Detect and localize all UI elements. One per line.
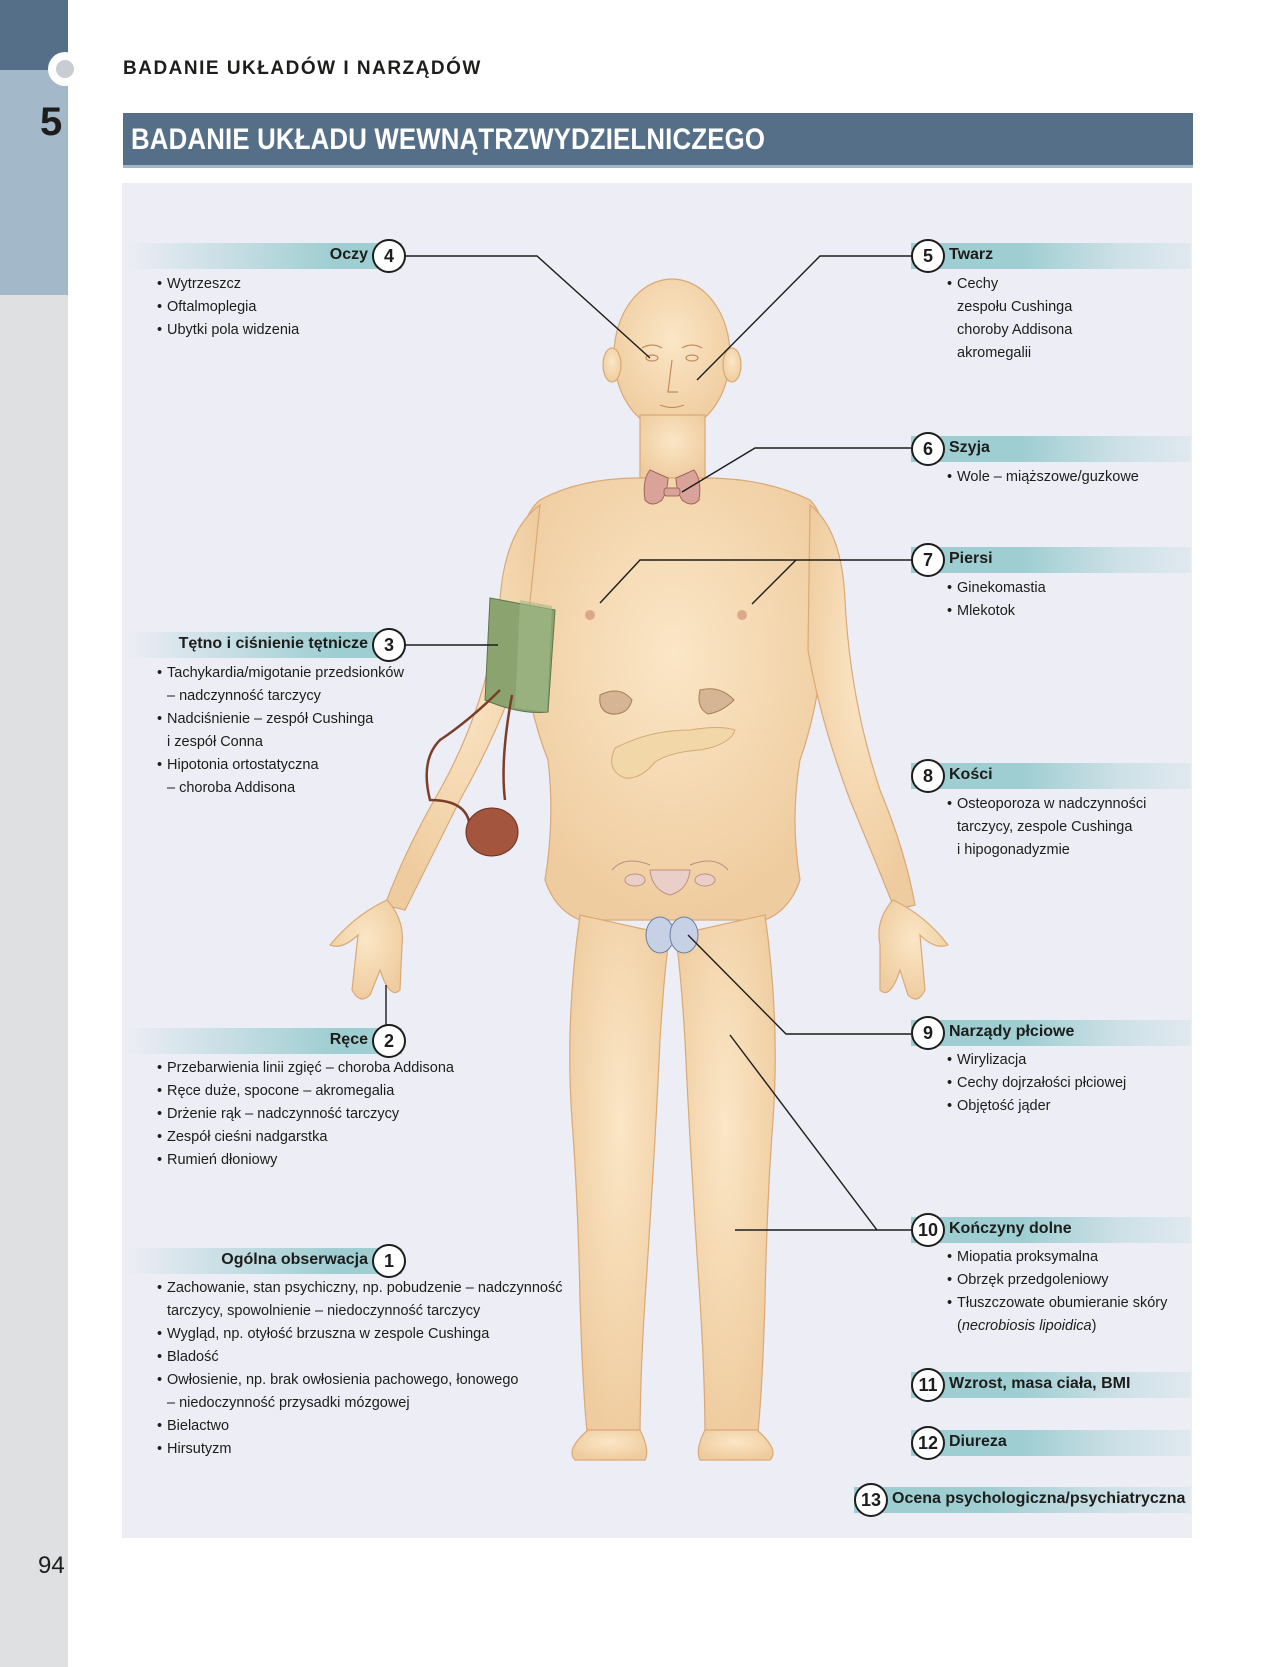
list-item: • Bladość	[157, 1346, 563, 1369]
section-label: BADANIE UKŁADÓW I NARZĄDÓW	[123, 58, 482, 79]
callout-list-pulse	[157, 662, 404, 800]
title-bar	[123, 113, 1193, 168]
callout-number-12: 12	[911, 1426, 945, 1460]
callout-list-lower-limbs	[947, 1246, 1167, 1338]
left-nipple-icon	[585, 610, 595, 620]
callout-number-1: 1	[372, 1244, 406, 1278]
callout-number-2: 2	[372, 1024, 406, 1058]
callout-title-hands: Ręce	[329, 1031, 368, 1048]
list-item: • Wytrzeszcz	[157, 273, 299, 296]
list-item: • Wole – miąższowe/guzkowe	[947, 466, 1139, 489]
callout-header-growth	[911, 1372, 1191, 1398]
chapter-circle-marker	[48, 52, 82, 86]
callout-header-genitals	[911, 1020, 1191, 1046]
callout-title-neck: Szyja	[949, 439, 990, 456]
callout-list-breasts	[947, 577, 1046, 623]
list-item: • Hipotonia ortostatyczna – choroba Addisona	[157, 754, 404, 800]
list-item: • Zespół cieśni nadgarstka	[157, 1126, 454, 1149]
callout-number-10: 10	[911, 1213, 945, 1247]
list-item: • Zachowanie, stan psychiczny, np. pobudzenie – nadczynność tarczycy, spowolnienie – niedoczynność tarczycy	[157, 1277, 563, 1323]
list-item: • Drżenie rąk – nadczynność tarczycy	[157, 1103, 454, 1126]
callout-header-breasts	[911, 547, 1191, 573]
side-margin-strip	[0, 295, 68, 1667]
list-item: • Ręce duże, spocone – akromegalia	[157, 1080, 454, 1103]
right-nipple-icon	[737, 610, 747, 620]
callout-title-growth: Wzrost, masa ciała, BMI	[949, 1375, 1131, 1392]
list-item: • Nadciśnienie – zespół Cushinga i zespół Conna	[157, 708, 404, 754]
page-title: BADANIE UKŁADU WEWNĄTRZWYDZIELNICZEGO	[131, 123, 766, 156]
callout-number-9: 9	[911, 1016, 945, 1050]
callout-list-general	[157, 1277, 563, 1461]
callout-header-face	[911, 243, 1191, 269]
callout-number-11: 11	[911, 1368, 945, 1402]
list-item: • Hirsutyzm	[157, 1438, 563, 1461]
callout-list-neck	[947, 466, 1139, 489]
callout-title-pulse: Tętno i ciśnienie tętnicze	[178, 635, 368, 652]
callout-title-lower-limbs: Kończyny dolne	[949, 1220, 1072, 1237]
list-item: • Oftalmoplegia	[157, 296, 299, 319]
callout-number-3: 3	[372, 628, 406, 662]
callout-header-psych	[854, 1487, 1191, 1513]
list-item: • Objętość jąder	[947, 1095, 1126, 1118]
list-item: • Wirylizacja	[947, 1049, 1126, 1072]
list-item: • Obrzęk przedgoleniowy	[947, 1269, 1167, 1292]
list-item: • Tłuszczowate obumieranie skóry (necrobiosis lipoidica)	[947, 1292, 1167, 1338]
list-item: • Wygląd, np. otyłość brzuszna w zespole Cushinga	[157, 1323, 563, 1346]
list-item: • Rumień dłoniowy	[157, 1149, 454, 1172]
list-item: • Miopatia proksymalna	[947, 1246, 1167, 1269]
callout-header-eyes	[126, 243, 402, 269]
callout-title-eyes: Oczy	[329, 246, 368, 263]
list-item: • Osteoporoza w nadczynności tarczycy, zespole Cushinga i hipogonadyzmie	[947, 793, 1146, 862]
latin-term: necrobiosis lipoidica	[961, 1318, 1092, 1334]
callout-header-bones	[911, 763, 1191, 789]
list-item: • Cechy dojrzałości płciowej	[947, 1072, 1126, 1095]
callout-title-face: Twarz	[949, 246, 994, 263]
callout-number-13: 13	[854, 1483, 888, 1517]
callout-number-5: 5	[911, 239, 945, 273]
callout-number-7: 7	[911, 543, 945, 577]
chapter-number: 5	[40, 100, 63, 144]
callout-title-diuresis: Diureza	[949, 1433, 1007, 1450]
list-item: • Mlekotok	[947, 600, 1046, 623]
callout-header-general	[126, 1248, 402, 1274]
callout-title-bones: Kości	[949, 766, 993, 783]
callout-header-lower-limbs	[911, 1217, 1191, 1243]
list-item: • Bielactwo	[157, 1415, 563, 1438]
list-item: • Owłosienie, np. brak owłosienia pachowego, łonowego – niedoczynność przysadki mózgowej	[157, 1369, 563, 1415]
callout-list-bones	[947, 793, 1146, 862]
list-item: • Przebarwienia linii zgięć – choroba Addisona	[157, 1057, 454, 1080]
callout-list-hands	[157, 1057, 454, 1172]
callout-number-4: 4	[372, 239, 406, 273]
callout-list-face	[947, 273, 1072, 365]
list-item: • Ubytki pola widzenia	[157, 319, 299, 342]
callout-header-hands	[126, 1028, 402, 1054]
list-item: • Tachykardia/migotanie przedsionków – nadczynność tarczycy	[157, 662, 404, 708]
callout-header-neck	[911, 436, 1191, 462]
callout-header-diuresis	[911, 1430, 1191, 1456]
callout-title-general: Ogólna obserwacja	[221, 1251, 368, 1268]
callout-title-breasts: Piersi	[949, 550, 993, 567]
callout-title-psych: Ocena psychologiczna/psychiatryczna	[892, 1490, 1186, 1507]
callout-list-genitals	[947, 1049, 1126, 1118]
page-number: 94	[38, 1552, 65, 1579]
list-item: • Ginekomastia	[947, 577, 1046, 600]
callout-title-genitals: Narządy płciowe	[949, 1023, 1075, 1040]
callout-number-8: 8	[911, 759, 945, 793]
callout-number-6: 6	[911, 432, 945, 466]
callout-list-eyes	[157, 273, 299, 342]
callout-header-pulse	[126, 632, 402, 658]
list-item: • Cechy zespołu Cushinga choroby Addisona akromegalii	[947, 273, 1072, 365]
